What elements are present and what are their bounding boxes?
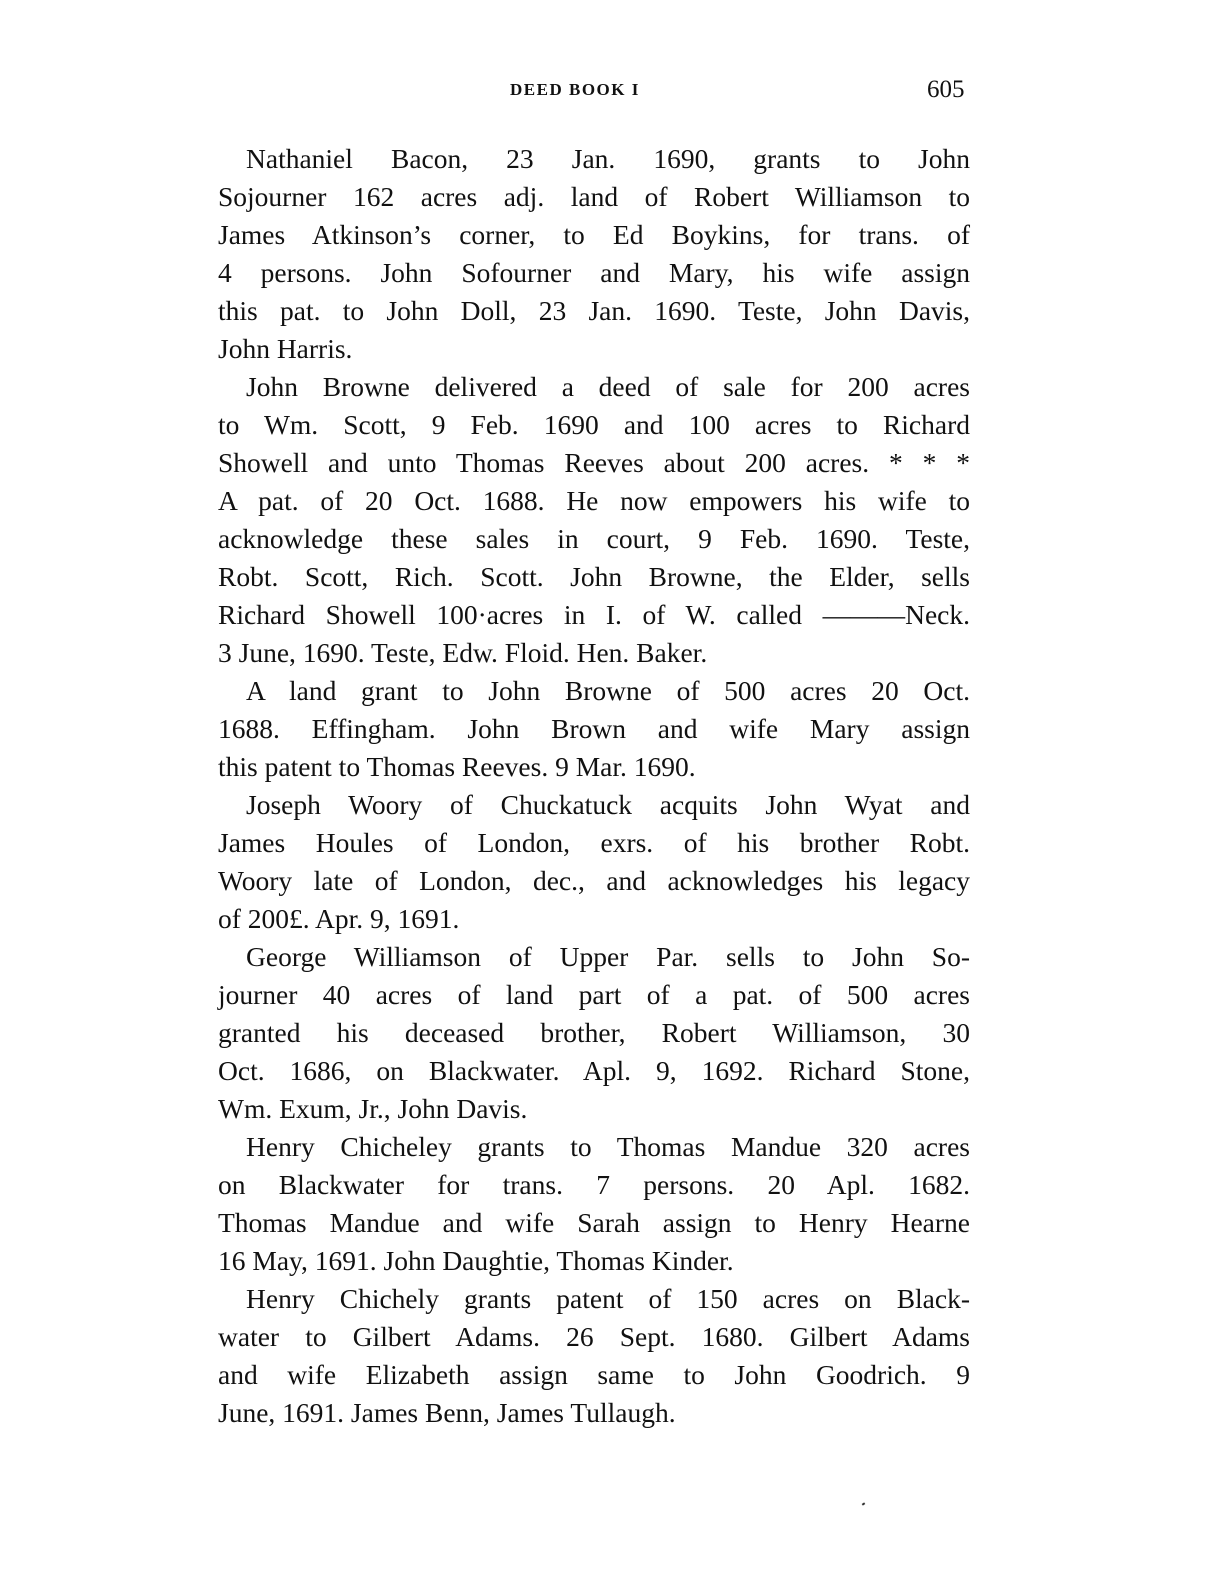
text-line: to Wm. Scott, 9 Feb. 1690 and 100 acres to Richard [218,409,970,440]
deed-entry-paragraph [218,1128,970,1280]
text-line: Woory late of London, dec., and acknowledges his legacy [218,865,970,896]
text-line: Sojourner 162 acres adj. land of Robert Williamson to [218,181,970,212]
text-line: journer 40 acres of land part of a pat. of 500 acres [218,979,970,1010]
text-line: and wife Elizabeth assign same to John Goodrich. 9 [218,1359,970,1390]
deed-entry-paragraph [218,1280,970,1432]
text-line: A pat. of 20 Oct. 1688. He now empowers his wife to [218,485,970,516]
text-line: 4 persons. John Sofourner and Mary, his wife assign [218,257,970,288]
text-line: Richard Showell 100·acres in I. of W. called ———Neck. [218,599,970,630]
text-line: A land grant to John Browne of 500 acres 20 Oct. [246,675,970,706]
text-line: Oct. 1686, on Blackwater. Apl. 9, 1692. Richard Stone, [218,1055,970,1086]
text-line: Joseph Woory of Chuckatuck acquits John Wyat and [246,789,970,820]
text-line: 3 June, 1690. Teste, Edw. Floid. Hen. Baker. [218,637,708,668]
body-text [218,140,970,1432]
text-line: Showell and unto Thomas Reeves about 200 acres. * * * [218,447,970,478]
text-line: 1688. Effingham. John Brown and wife Mary assign [218,713,970,744]
text-line: this pat. to John Doll, 23 Jan. 1690. Teste, John Davis, [218,295,970,326]
text-line: Nathaniel Bacon, 23 Jan. 1690, grants to John [246,143,970,174]
text-line: 16 May, 1691. John Daughtie, Thomas Kinder. [218,1245,734,1276]
text-line: Robt. Scott, Rich. Scott. John Browne, the Elder, sells [218,561,970,592]
deed-entry-paragraph [218,786,970,938]
text-line: granted his deceased brother, Robert Williamson, 30 [218,1017,970,1048]
text-line: Henry Chichely grants patent of 150 acres on Black- [246,1283,970,1314]
text-line: John Browne delivered a deed of sale for 200 acres [246,371,970,402]
page-header [0,76,1224,110]
running-title: DEED BOOK I [510,80,640,99]
text-line: James Atkinson’s corner, to Ed Boykins, for trans. of [218,219,970,250]
text-line: June, 1691. James Benn, James Tullaugh. [218,1397,676,1428]
text-line: this patent to Thomas Reeves. 9 Mar. 1690. [218,751,696,782]
stray-ink-mark [862,1502,866,1505]
text-line: acknowledge these sales in court, 9 Feb. 1690. Teste, [218,523,970,554]
text-line: of 200£. Apr. 9, 1691. [218,903,460,934]
text-line: John Harris. [218,333,353,364]
text-line: Thomas Mandue and wife Sarah assign to Henry Hearne [218,1207,970,1238]
text-line: water to Gilbert Adams. 26 Sept. 1680. Gilbert Adams [218,1321,970,1352]
page-number: 605 [927,76,965,103]
deed-entry-paragraph [218,938,970,1128]
deed-entry-paragraph [218,672,970,786]
text-line: George Williamson of Upper Par. sells to John So- [246,941,970,972]
text-line: Wm. Exum, Jr., John Davis. [218,1093,528,1124]
text-line: James Houles of London, exrs. of his brother Robt. [218,827,970,858]
text-line: Henry Chicheley grants to Thomas Mandue 320 acres [246,1131,970,1162]
deed-entry-paragraph [218,368,970,672]
deed-entry-paragraph [218,140,970,368]
text-line: on Blackwater for trans. 7 persons. 20 Apl. 1682. [218,1169,970,1200]
